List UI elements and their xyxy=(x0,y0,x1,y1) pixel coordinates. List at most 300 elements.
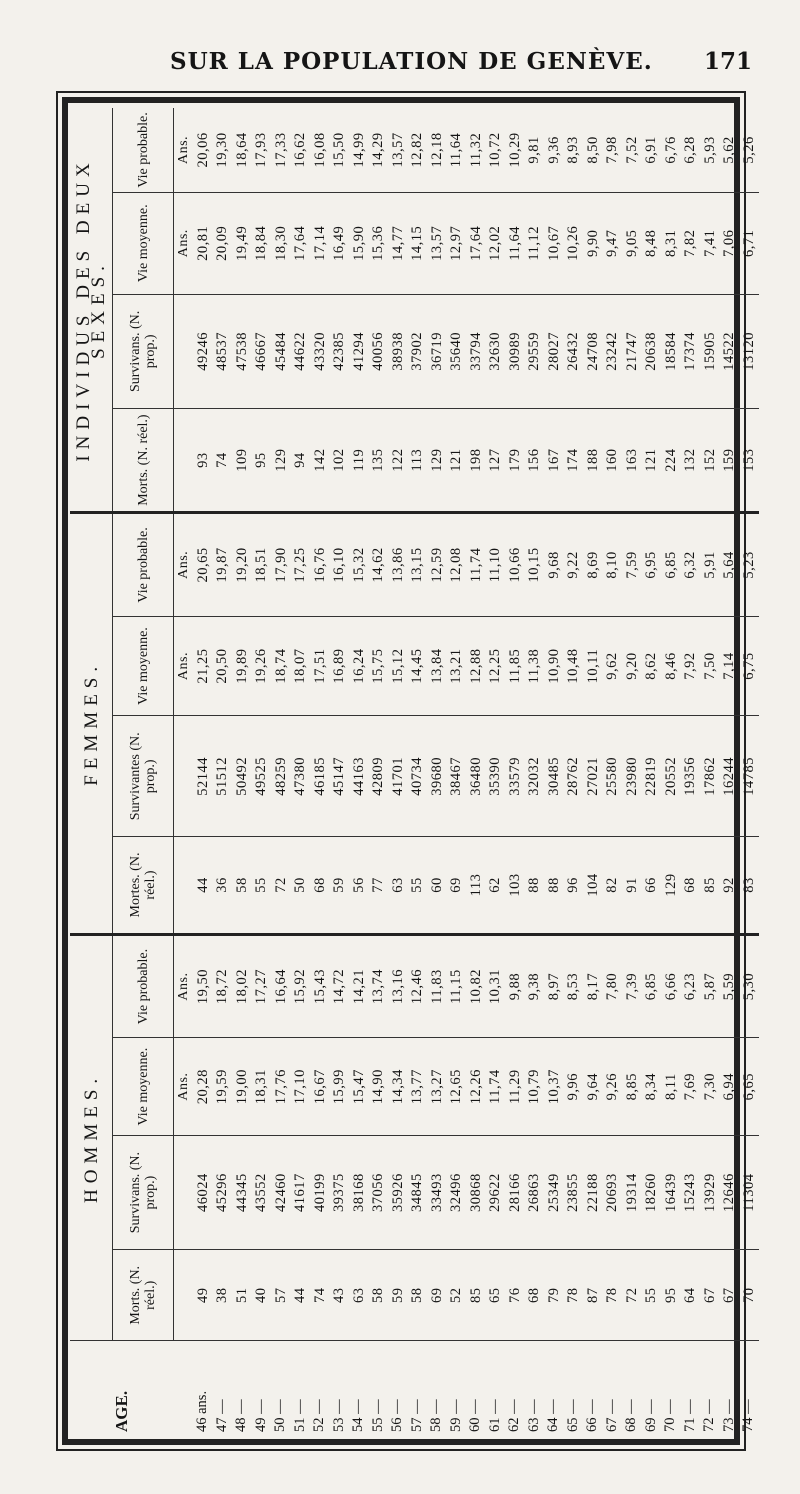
table-cell: 58 xyxy=(370,1287,386,1304)
table-cell: 14785 xyxy=(740,756,757,796)
table-cell: 42460 xyxy=(272,1173,289,1212)
table-cell: 16,67 xyxy=(311,1069,328,1105)
table-cell: 129 xyxy=(272,448,289,472)
table-cell: 64 xyxy=(682,1287,698,1304)
table-cell: 13,57 xyxy=(428,225,445,261)
table-cell: 38467 xyxy=(448,756,464,796)
table-cell: 38168 xyxy=(350,1173,367,1212)
table-cell: 9,26 xyxy=(604,1072,620,1101)
table-cell: 14,29 xyxy=(370,132,386,168)
table-cell: 95 xyxy=(253,452,269,468)
table-cell: 14,72 xyxy=(331,969,347,1005)
page-number: 171 xyxy=(703,48,752,75)
table-cell: 79 xyxy=(545,1287,562,1304)
table-cell: 58 xyxy=(233,877,250,893)
table-cell: 7,50 xyxy=(701,652,718,680)
table-cell: 12,02 xyxy=(487,225,503,261)
running-title: SUR LA POPULATION DE GENÈVE. xyxy=(170,48,653,75)
table-cell: 119 xyxy=(350,448,367,472)
table-cell: 7,52 xyxy=(623,136,640,164)
table-cell: 6,85 xyxy=(643,972,659,1001)
table-cell: 30868 xyxy=(467,1173,484,1212)
col-deux-vie-moyenne: Vie moyenne. xyxy=(113,192,174,294)
table-cell: 18260 xyxy=(643,1173,659,1212)
table-cell: 9,90 xyxy=(584,229,601,257)
table-cell: 11,64 xyxy=(506,225,523,261)
table-cell: 39375 xyxy=(331,1173,347,1212)
table-cell: 23980 xyxy=(623,756,640,796)
table-cell: 41294 xyxy=(350,332,367,371)
table-cell: 28762 xyxy=(565,756,581,796)
table-cell: 22819 xyxy=(643,756,659,796)
table-cell: 19,20 xyxy=(233,547,250,583)
table-cell: 18,51 xyxy=(253,547,269,583)
table-cell: 7,69 xyxy=(682,1072,698,1101)
table-cell: 15,50 xyxy=(331,132,347,168)
table-cell: 41701 xyxy=(389,756,406,796)
table-cell: 17862 xyxy=(701,756,718,796)
table-cell: 25349 xyxy=(545,1173,562,1212)
table-cell: 7,14 xyxy=(721,652,737,680)
table-cell: 25580 xyxy=(604,756,620,796)
table-cell: 19,30 xyxy=(214,132,230,168)
table-cell: 63 xyxy=(389,877,406,893)
table-cell: 16,64 xyxy=(272,969,289,1005)
table-cell: 18,30 xyxy=(272,225,289,261)
age-column xyxy=(174,1341,760,1438)
table-cell: 20,81 xyxy=(194,225,211,261)
table-cell: 40056 xyxy=(370,332,386,371)
table-cell: 104 xyxy=(584,873,601,897)
table-cell: 8,46 xyxy=(662,652,679,680)
table-cell: 37902 xyxy=(409,332,425,371)
unit-label: Ans. xyxy=(176,229,191,258)
table-cell: 23242 xyxy=(604,332,620,371)
page-header xyxy=(0,48,800,88)
table-cell: 9,81 xyxy=(526,136,542,164)
table-cell: 44 xyxy=(194,877,211,893)
table-cell: 8,11 xyxy=(662,1073,679,1101)
table-cell: 7,98 xyxy=(604,136,620,164)
table-cell: 9,96 xyxy=(565,1072,581,1101)
table-cell: 198 xyxy=(467,448,484,472)
table-cell: 48537 xyxy=(214,332,230,371)
table-cell: 69 xyxy=(448,877,464,893)
table-cell: 10,31 xyxy=(487,969,503,1005)
table-cell: 51512 xyxy=(214,756,230,796)
table-cell: 26432 xyxy=(565,332,581,371)
table-cell: 78 xyxy=(604,1287,620,1304)
group-hommes: HOMMES. xyxy=(70,934,113,1341)
table-cell: 13,15 xyxy=(409,547,425,583)
table-cell: 52 xyxy=(448,1287,464,1304)
table-cell: 6,23 xyxy=(682,972,698,1001)
table-cell: 13,77 xyxy=(409,1069,425,1105)
col-deux-vie-probable: Vie probable. xyxy=(113,108,174,192)
table-cell: 29622 xyxy=(487,1173,503,1212)
table-cell: 19,59 xyxy=(214,1069,230,1105)
table-cell: 20,06 xyxy=(194,132,211,168)
table-cell: 19,50 xyxy=(194,969,211,1005)
table-cell: 20,09 xyxy=(214,225,230,261)
table-cell: 8,69 xyxy=(584,551,601,579)
table-cell: 156 xyxy=(526,448,542,472)
table-cell: 48 — xyxy=(233,1399,249,1432)
table-cell: 8,85 xyxy=(623,1072,640,1101)
table-cell: 18,64 xyxy=(233,132,250,168)
table-cell: 44345 xyxy=(233,1173,250,1212)
table-cell: 18,84 xyxy=(253,225,269,261)
table-cell: 8,62 xyxy=(643,652,659,680)
table-cell: 11,64 xyxy=(448,132,464,168)
table-cell: 109 xyxy=(233,448,250,472)
table-cell: 12,82 xyxy=(409,132,425,168)
table-cell: 15,36 xyxy=(370,225,386,261)
table-cell: 66 — xyxy=(584,1399,600,1432)
table-cell: 46 ans. xyxy=(194,1390,210,1432)
table-cell: 16,24 xyxy=(350,648,367,684)
table-cell: 68 xyxy=(311,877,328,893)
table-cell: 11,29 xyxy=(506,1069,523,1104)
table-cell: 40734 xyxy=(409,756,425,796)
table-cell: 11,32 xyxy=(467,132,484,168)
table-cell: 12,26 xyxy=(467,1069,484,1105)
table-cell: 60 — xyxy=(467,1399,483,1432)
mortality-table xyxy=(70,108,759,1438)
table-cell: 8,50 xyxy=(584,136,601,164)
table-cell: 58 — xyxy=(428,1399,444,1432)
table-cell: 15,12 xyxy=(389,648,406,684)
table-cell: 5,62 xyxy=(721,136,737,164)
table-cell: 6,65 xyxy=(740,1072,757,1101)
table-cell: 10,66 xyxy=(506,547,523,583)
table-cell: 129 xyxy=(428,448,445,472)
table-cell: 21747 xyxy=(623,332,640,371)
table-cell: 17374 xyxy=(682,332,698,371)
table-cell: 15,99 xyxy=(331,1069,347,1105)
table-cell: 14,45 xyxy=(409,648,425,684)
table-cell: 13,86 xyxy=(389,547,406,583)
table-cell: 24708 xyxy=(584,332,601,371)
table-cell: 18584 xyxy=(662,332,679,371)
table-cell: 16,62 xyxy=(292,132,308,168)
table-cell: 122 xyxy=(389,448,406,472)
table-cell: 17,25 xyxy=(292,547,308,583)
table-cell: 39680 xyxy=(428,756,445,796)
table-cell: 14522 xyxy=(721,332,737,371)
table-cell: 33579 xyxy=(506,756,523,796)
table-cell: 13,57 xyxy=(389,132,406,168)
table-cell: 69 — xyxy=(642,1399,659,1432)
table-cell: 17,10 xyxy=(292,1069,308,1105)
table-cell: 57 — xyxy=(408,1399,425,1432)
table-cell: 15,92 xyxy=(292,969,308,1005)
table-cell: 47 — xyxy=(213,1399,230,1432)
table-cell: 11,10 xyxy=(487,547,503,583)
table-cell: 5,26 xyxy=(740,136,757,164)
col-hommes-morts: Morts. (N. réel.) xyxy=(113,1250,174,1341)
table-cell: 67 xyxy=(721,1287,737,1304)
table-cell: 17,64 xyxy=(292,225,308,261)
table-cell: 13,74 xyxy=(370,969,386,1005)
table-cell: 51 xyxy=(233,1287,250,1304)
table-cell: 91 xyxy=(623,877,640,893)
table-cell: 14,99 xyxy=(350,132,367,168)
table-cell: 37056 xyxy=(370,1173,386,1212)
table-cell: 11,85 xyxy=(506,648,523,684)
table-cell: 11,74 xyxy=(467,547,484,583)
table-cell: 7,92 xyxy=(682,652,698,680)
table-cell: 12646 xyxy=(721,1173,737,1212)
table-cell: 6,66 xyxy=(662,972,679,1001)
table-cell: 94 xyxy=(292,452,308,468)
table-cell: 16244 xyxy=(721,756,737,796)
table-cell: 47380 xyxy=(292,756,308,796)
table-cell: 54 — xyxy=(350,1399,366,1432)
unit-label: Ans. xyxy=(176,652,191,681)
table-cell: 10,11 xyxy=(584,648,601,684)
table-cell: 65 xyxy=(487,1287,503,1304)
table-cell: 9,22 xyxy=(565,551,581,579)
table-cell: 7,06 xyxy=(721,229,737,257)
table-cell: 58 xyxy=(409,1287,425,1304)
table-cell: 68 xyxy=(526,1287,542,1304)
table-cell: 35926 xyxy=(389,1173,406,1212)
table-cell: 8,34 xyxy=(643,1072,659,1101)
table-cell: 11,74 xyxy=(487,1069,503,1104)
table-cell: 10,79 xyxy=(526,1069,542,1105)
table-cell: 42809 xyxy=(370,756,386,796)
table-cell: 74 xyxy=(311,1287,328,1304)
table-cell: 17,51 xyxy=(311,648,328,684)
col-hommes-vie-probable: Vie probable. xyxy=(113,934,174,1038)
table-cell: 87 xyxy=(584,1287,601,1304)
table-cell: 9,62 xyxy=(604,652,620,680)
table-cell: 9,38 xyxy=(526,972,542,1001)
table-cell: 68 — xyxy=(623,1399,639,1432)
table-cell: 15,75 xyxy=(370,648,386,684)
table-cell: 18,02 xyxy=(233,969,250,1005)
table-cell: 62 — xyxy=(506,1399,522,1432)
group-deux-sexes: INDIVIDUS DES DEUX SEXES. xyxy=(70,108,113,512)
table-cell: 52 — xyxy=(311,1399,327,1432)
table-cell: 5,91 xyxy=(701,551,718,579)
table-cell: 152 xyxy=(701,448,718,472)
table-cell: 6,28 xyxy=(682,136,698,164)
table-cell: 65 — xyxy=(564,1399,581,1432)
table-cell: 74 xyxy=(214,452,230,468)
table-cell: 20,50 xyxy=(214,648,230,684)
table-cell: 76 xyxy=(506,1287,523,1304)
table-cell: 28166 xyxy=(506,1173,523,1212)
table-cell: 20693 xyxy=(604,1173,620,1212)
table-cell: 188 xyxy=(584,448,601,472)
table-cell: 121 xyxy=(448,448,464,472)
table-cell: 72 xyxy=(272,877,289,893)
deux-morts-column xyxy=(174,409,760,513)
table-cell: 12,46 xyxy=(409,969,425,1005)
table-cell: 132 xyxy=(682,448,698,472)
table-cell: 16,76 xyxy=(311,547,328,583)
table-cell: 59 xyxy=(331,877,347,893)
table-cell: 10,72 xyxy=(487,132,503,168)
table-cell: 43320 xyxy=(311,332,328,371)
table-cell: 10,48 xyxy=(565,648,581,684)
table-cell: 160 xyxy=(604,448,620,472)
table-cell: 153 xyxy=(740,448,757,472)
col-deux-morts: Morts. (N. réel.) xyxy=(113,409,174,513)
table-cell: 18,31 xyxy=(253,1069,269,1105)
table-cell: 52144 xyxy=(194,756,211,796)
table-cell: 69 xyxy=(428,1287,445,1304)
life-table xyxy=(70,108,757,1438)
deux-survivans-column xyxy=(174,294,760,409)
table-cell: 18,74 xyxy=(272,648,289,684)
table-cell: 41617 xyxy=(292,1173,308,1212)
table-cell: 142 xyxy=(311,448,328,472)
table-cell: 8,53 xyxy=(565,972,581,1001)
hommes-vie-moyenne-column xyxy=(174,1038,760,1135)
table-cell: 9,88 xyxy=(506,972,523,1001)
table-cell: 113 xyxy=(409,448,425,472)
table-cell: 13929 xyxy=(701,1173,718,1212)
table-cell: 102 xyxy=(331,448,347,472)
table-cell: 14,34 xyxy=(389,1069,406,1105)
table-cell: 45484 xyxy=(272,332,289,371)
table-cell: 10,67 xyxy=(545,225,562,261)
table-cell: 71 — xyxy=(681,1399,698,1432)
table-cell: 45147 xyxy=(331,756,347,796)
col-hommes-vie-moyenne: Vie moyenne. xyxy=(113,1038,174,1135)
table-cell: 27021 xyxy=(584,756,601,796)
table-cell: 19,89 xyxy=(233,648,250,684)
table-cell: 68 xyxy=(682,877,698,893)
col-femmes-vie-moyenne: Vie moyenne. xyxy=(113,616,174,715)
unit-label: Ans. xyxy=(176,550,191,579)
table-cell: 55 xyxy=(643,1287,659,1304)
table-cell: 32032 xyxy=(526,756,542,796)
table-cell: 10,37 xyxy=(545,1069,562,1105)
table-cell: 16,49 xyxy=(331,225,347,261)
table-cell: 12,88 xyxy=(467,648,484,684)
table-cell: 61 — xyxy=(486,1399,503,1432)
table-cell: 19356 xyxy=(682,756,698,796)
table-cell: 9,64 xyxy=(584,1072,601,1101)
table-cell: 72 — xyxy=(701,1399,717,1432)
table-cell: 10,15 xyxy=(526,547,542,583)
table-cell: 28027 xyxy=(545,332,562,371)
table-cell: 72 xyxy=(623,1287,640,1304)
table-cell: 18,07 xyxy=(292,648,308,684)
table-cell: 179 xyxy=(506,448,523,472)
table-cell: 55 — xyxy=(369,1399,386,1432)
table-cell: 12,59 xyxy=(428,547,445,583)
table-cell: 57 xyxy=(272,1287,289,1304)
table-cell: 26863 xyxy=(526,1173,542,1212)
table-cell: 9,68 xyxy=(545,551,562,579)
table-cell: 6,75 xyxy=(740,652,757,680)
table-cell: 20,28 xyxy=(194,1069,211,1105)
table-cell: 7,41 xyxy=(701,229,718,257)
table-cell: 44622 xyxy=(292,332,308,371)
table-cell: 42385 xyxy=(331,332,347,371)
table-cell: 56 — xyxy=(389,1399,405,1432)
table-cell: 7,30 xyxy=(701,1072,718,1101)
femmes-vie-moyenne-column xyxy=(174,616,760,715)
table-cell: 50492 xyxy=(233,756,250,796)
table-cell: 19,87 xyxy=(214,547,230,583)
table-cell: 14,21 xyxy=(350,969,367,1005)
table-cell: 9,47 xyxy=(604,229,620,257)
table-cell: 48259 xyxy=(272,756,289,796)
table-cell: 19,49 xyxy=(233,225,250,261)
table-cell: 5,23 xyxy=(740,551,757,579)
table-cell: 17,33 xyxy=(272,132,289,168)
hommes-survivans-column xyxy=(174,1135,760,1250)
table-cell: 12,25 xyxy=(487,648,503,684)
table-cell: 35640 xyxy=(448,332,464,371)
table-cell: 32496 xyxy=(448,1173,464,1212)
table-cell: 11,12 xyxy=(526,225,542,261)
table-cell: 22188 xyxy=(584,1173,601,1212)
table-cell: 44 xyxy=(292,1287,308,1304)
table-cell: 49246 xyxy=(194,332,211,371)
table-cell: 44163 xyxy=(350,756,367,796)
table-cell: 163 xyxy=(623,448,640,472)
table-cell: 127 xyxy=(487,448,503,472)
table-cell: 12,08 xyxy=(448,547,464,583)
group-femmes: FEMMES. xyxy=(70,512,113,934)
table-cell: 46667 xyxy=(253,332,269,371)
table-cell: 47538 xyxy=(233,332,250,371)
table-cell: 20,65 xyxy=(194,547,211,583)
table-cell: 55 xyxy=(409,877,425,893)
table-cell: 11304 xyxy=(740,1173,757,1212)
table-cell: 20552 xyxy=(662,756,679,796)
table-cell: 77 xyxy=(370,877,386,893)
table-cell: 51 — xyxy=(291,1399,308,1432)
table-cell: 159 xyxy=(721,448,737,472)
table-cell: 70 xyxy=(740,1287,757,1304)
table-cell: 63 xyxy=(350,1287,367,1304)
table-cell: 36 xyxy=(214,877,230,893)
table-cell: 15,43 xyxy=(311,969,328,1005)
table-cell: 78 xyxy=(565,1287,581,1304)
table-cell: 9,20 xyxy=(623,652,640,680)
table-cell: 30989 xyxy=(506,332,523,371)
table-cell: 23855 xyxy=(565,1173,581,1212)
table-cell: 49 xyxy=(194,1287,211,1304)
table-cell: 85 xyxy=(467,1287,484,1304)
table-cell: 56 xyxy=(350,877,367,893)
table-cell: 59 — xyxy=(447,1399,464,1432)
table-cell: 9,05 xyxy=(623,229,640,257)
table-cell: 59 xyxy=(389,1287,406,1304)
table-cell: 6,85 xyxy=(662,551,679,579)
table-cell: 32630 xyxy=(487,332,503,371)
table-cell: 8,10 xyxy=(604,551,620,579)
table-cell: 40 xyxy=(253,1287,269,1304)
hommes-morts-column xyxy=(174,1250,760,1341)
table-cell: 17,76 xyxy=(272,1069,289,1105)
table-cell: 55 xyxy=(253,877,269,893)
table-cell: 14,62 xyxy=(370,547,386,583)
table-cell: 6,32 xyxy=(682,551,698,579)
table-cell: 5,87 xyxy=(701,972,718,1001)
table-cell: 46185 xyxy=(311,756,328,796)
table-cell: 33794 xyxy=(467,332,484,371)
table-cell: 19,00 xyxy=(233,1069,250,1105)
